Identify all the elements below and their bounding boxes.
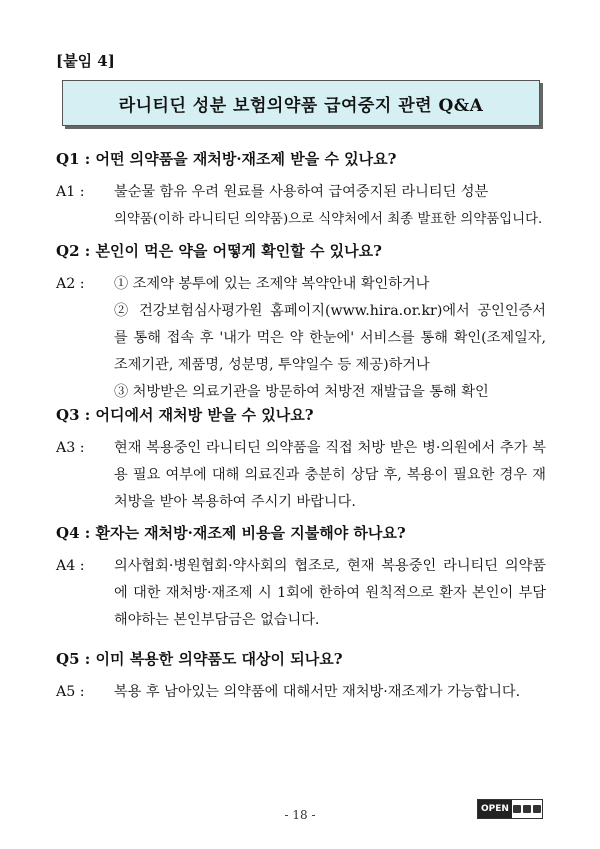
answer-line: ① 조제약 봉투에 있는 조제약 복약안내 확인하거나 [114, 276, 430, 292]
answer-label: A5 : [56, 684, 85, 700]
answer-line: 의사협회·병원협회·약사회의 협조로, 현재 복용중인 라니티딘 의약품에 대한 재처방·재조제 시 1회에 한하여 원칙적으로 환자 본인이 부담해야하는 본인부담금은 없습니다. [114, 558, 546, 628]
answer-label: A2 : [56, 276, 85, 292]
answer-line: 불순물 함유 우려 원료를 사용하여 급여중지된 라니티딘 성분 [114, 184, 489, 200]
noncommercial-icon [523, 805, 531, 813]
question-1: Q1 : 어떤 의약품을 재처방·재조제 받을 수 있나요? [56, 150, 397, 168]
question-4: Q4 : 환자는 재처방·재조제 비용을 지불해야 하나요? [56, 524, 406, 542]
answer-line: ③ 처방받은 의료기관을 방문하여 처방전 재발급을 통해 확인 [114, 384, 489, 400]
page-number: - 18 - [284, 808, 316, 822]
answer-4 [56, 553, 546, 634]
open-badge-text: OPEN [478, 800, 512, 818]
attribution-icon [513, 805, 521, 813]
qa-item-4 [56, 522, 546, 634]
qa-item-1 [56, 148, 546, 233]
answer-line: ② 건강보험심사평가원 홈페이지(www.hira.or.kr)에서 공인인증서를 통해 접속 후 '내가 먹은 약 한눈에' 서비스를 통해 확인(조제일자, 조제기관, 제품명, 성분명, 투약일수 등 제공)하거나 [114, 303, 546, 373]
answer-line: 복용 후 남아있는 의약품에 대해서만 재처방·재조제가 가능합니다. [114, 684, 521, 700]
document-title [62, 80, 540, 126]
answer-5 [56, 679, 546, 706]
answer-line: 의약품(이하 라니티딘 의약품)으로 식약처에서 최종 발표한 의약품입니다. [114, 212, 543, 227]
answer-label: A3 : [56, 440, 85, 456]
question-5: Q5 : 이미 복용한 의약품도 대상이 되나요? [56, 650, 343, 668]
answer-label: A1 : [56, 184, 85, 200]
open-license-badge [477, 799, 543, 819]
answer-body [114, 553, 546, 634]
answer-body [114, 435, 546, 516]
answer-body [114, 179, 546, 233]
noderivs-icon [533, 805, 541, 813]
qa-item-2 [56, 240, 546, 406]
title-text: 라니티딘 성분 보험의약품 급여중지 관련 Q&A [118, 95, 484, 116]
answer-body [114, 679, 546, 706]
answer-2 [56, 271, 546, 406]
question-3: Q3 : 어디에서 재처방 받을 수 있나요? [56, 406, 314, 424]
attachment-label: [붙임 4] [56, 52, 115, 70]
answer-body [114, 271, 546, 406]
answer-label: A4 : [56, 558, 85, 574]
qa-item-3 [56, 404, 546, 516]
qa-item-5 [56, 648, 546, 706]
answer-line: 현재 복용중인 라니티딘 의약품을 직접 처방 받은 병·의원에서 추가 복용 필요 여부에 대해 의료진과 충분히 상담 후, 복용이 필요한 경우 재처방을 받아 복용하여 주시기 바랍니다. [114, 440, 546, 510]
question-2: Q2 : 본인이 먹은 약을 어떻게 확인할 수 있나요? [56, 242, 382, 260]
license-icons [512, 800, 542, 818]
answer-3 [56, 435, 546, 516]
answer-1 [56, 179, 546, 233]
